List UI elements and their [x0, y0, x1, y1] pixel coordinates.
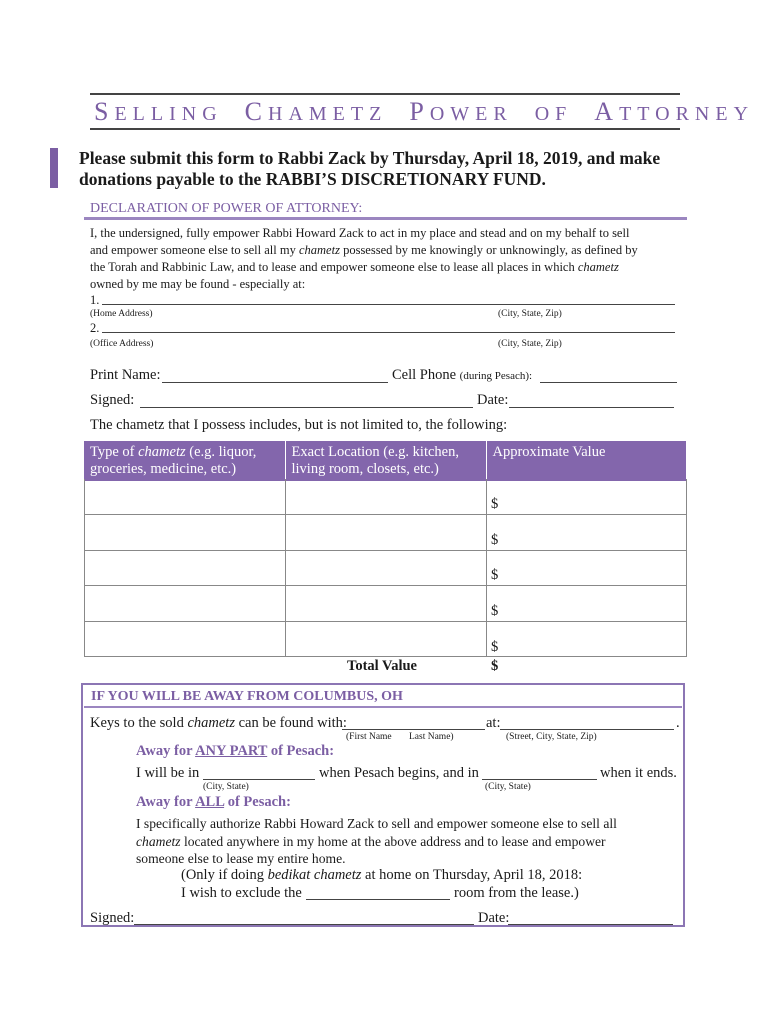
cell-phone-field[interactable]: [540, 367, 677, 383]
title-rule-bottom: [90, 128, 680, 130]
declaration-rule: [84, 217, 687, 220]
away-heading-rule: [84, 706, 682, 708]
date-field[interactable]: [509, 392, 674, 408]
last-name-label: Last Name): [409, 732, 454, 742]
exclude-room-field[interactable]: [306, 885, 450, 900]
chametz-table: [84, 441, 686, 481]
declaration-line-4: owned by me may be found - especially at:: [90, 277, 306, 291]
date-label: Date:: [477, 392, 509, 408]
authorization-line-3: someone else to lease my entire home.: [136, 851, 346, 866]
end-city-field[interactable]: [482, 765, 597, 780]
table-header-row: [84, 441, 686, 481]
table-row-divider: [84, 621, 686, 622]
cell-phone-label: Cell Phone (during Pesach):: [392, 367, 533, 383]
keys-name-field[interactable]: [342, 715, 485, 730]
total-value-amount[interactable]: $: [491, 658, 499, 674]
keys-at-label: at:: [486, 715, 501, 731]
table-row-divider: [84, 585, 686, 586]
row-value-cell[interactable]: $: [491, 567, 499, 583]
signed-label: Signed:: [90, 392, 135, 408]
first-name-label: (First Name: [346, 732, 392, 742]
city-state-label-2: (City, State): [485, 782, 531, 792]
declaration-line-3: the Torah and Rabbinic Law, and to lease and empower someone else to lease all places in which chametz: [90, 260, 619, 274]
title-rule-top: [90, 93, 680, 95]
table-col-divider-1: [285, 479, 286, 657]
declaration-line-2: and empower someone else to sell all my chametz possessed by me knowingly or unknowingly, as defined by: [90, 243, 638, 257]
table-col-divider-2: [486, 479, 487, 657]
keys-address-field[interactable]: [500, 715, 674, 730]
when-ends-label: when it ends.: [600, 765, 677, 781]
print-name-field[interactable]: [162, 367, 388, 383]
row-value-cell[interactable]: $: [491, 603, 499, 619]
office-city-label: (City, State, Zip): [498, 339, 562, 349]
declaration-heading: DECLARATION OF POWER OF ATTORNEY:: [90, 201, 363, 216]
col-value-header: Approximate Value: [486, 441, 686, 481]
home-address-label: (Home Address): [90, 309, 153, 319]
col-location-header: Exact Location (e.g. kitchen, living room, closets, etc.): [285, 441, 486, 481]
away-signed-label: Signed:: [90, 910, 135, 926]
away-signature-field[interactable]: [134, 910, 474, 925]
address-2-number: 2.: [90, 321, 100, 335]
exclude-label: I wish to exclude the: [181, 885, 302, 901]
table-body-border: [84, 479, 687, 657]
address-1-number: 1.: [90, 293, 100, 307]
row-value-cell[interactable]: $: [491, 496, 499, 512]
declaration-paragraph: [90, 225, 690, 293]
col-type-header: Type of chametz (e.g. liquor, groceries, medicine, etc.): [84, 441, 285, 481]
print-name-label: Print Name:: [90, 367, 161, 383]
row-value-cell[interactable]: $: [491, 639, 499, 655]
declaration-line-1: I, the undersigned, fully empower Rabbi Howard Zack to act in my place and stead and on my behalf to sell: [90, 226, 630, 240]
exclude-suffix: room from the lease.): [454, 885, 579, 901]
city-state-label-1: (City, State): [203, 782, 249, 792]
street-label: (Street, City, State, Zip): [506, 732, 597, 742]
home-address-field[interactable]: [102, 290, 675, 305]
away-date-field[interactable]: [508, 910, 673, 925]
table-row-divider: [84, 550, 686, 551]
away-date-label: Date:: [478, 910, 510, 926]
all-pesach-heading: Away for ALL of Pesach:: [136, 794, 291, 810]
away-heading: IF YOU WILL BE AWAY FROM COLUMBUS, OH: [91, 689, 403, 704]
table-intro: The chametz that I possess includes, but is not limited to, the following:: [90, 417, 508, 433]
office-address-label: (Office Address): [90, 339, 154, 349]
table-body: [84, 479, 686, 657]
will-be-in-label: I will be in: [136, 765, 200, 781]
total-value-label: Total Value: [347, 658, 417, 674]
keys-period: .: [676, 715, 680, 731]
authorization-text: [136, 815, 681, 868]
table-row-divider: [84, 514, 686, 515]
authorization-line-1: I specifically authorize Rabbi Howard Zack to sell and empower someone else to sell all: [136, 816, 617, 831]
keys-label: Keys to the sold chametz can be found with:: [90, 715, 347, 731]
intro-text: Please submit this form to Rabbi Zack by Thursday, April 18, 2019, and make donations payable to the RABBI’S DISCRETIONARY FUND.: [79, 148, 661, 189]
bedikat-note: (Only if doing bedikat chametz at home on Thursday, April 18, 2018:: [181, 867, 583, 883]
signature-field[interactable]: [140, 392, 473, 408]
when-begins-label: when Pesach begins, and in: [319, 765, 479, 781]
form-title: SELLING CHAMETZ POWER OF ATTORNEY: [94, 97, 755, 126]
office-address-field[interactable]: [102, 318, 675, 333]
row-value-cell[interactable]: $: [491, 532, 499, 548]
any-part-heading: Away for ANY PART of Pesach:: [136, 743, 335, 759]
begin-city-field[interactable]: [203, 765, 315, 780]
intro-accent-bar: [50, 148, 58, 188]
authorization-line-2: chametz located anywhere in my home at the above address and to lease and empower: [136, 833, 606, 849]
home-city-label: (City, State, Zip): [498, 309, 562, 319]
